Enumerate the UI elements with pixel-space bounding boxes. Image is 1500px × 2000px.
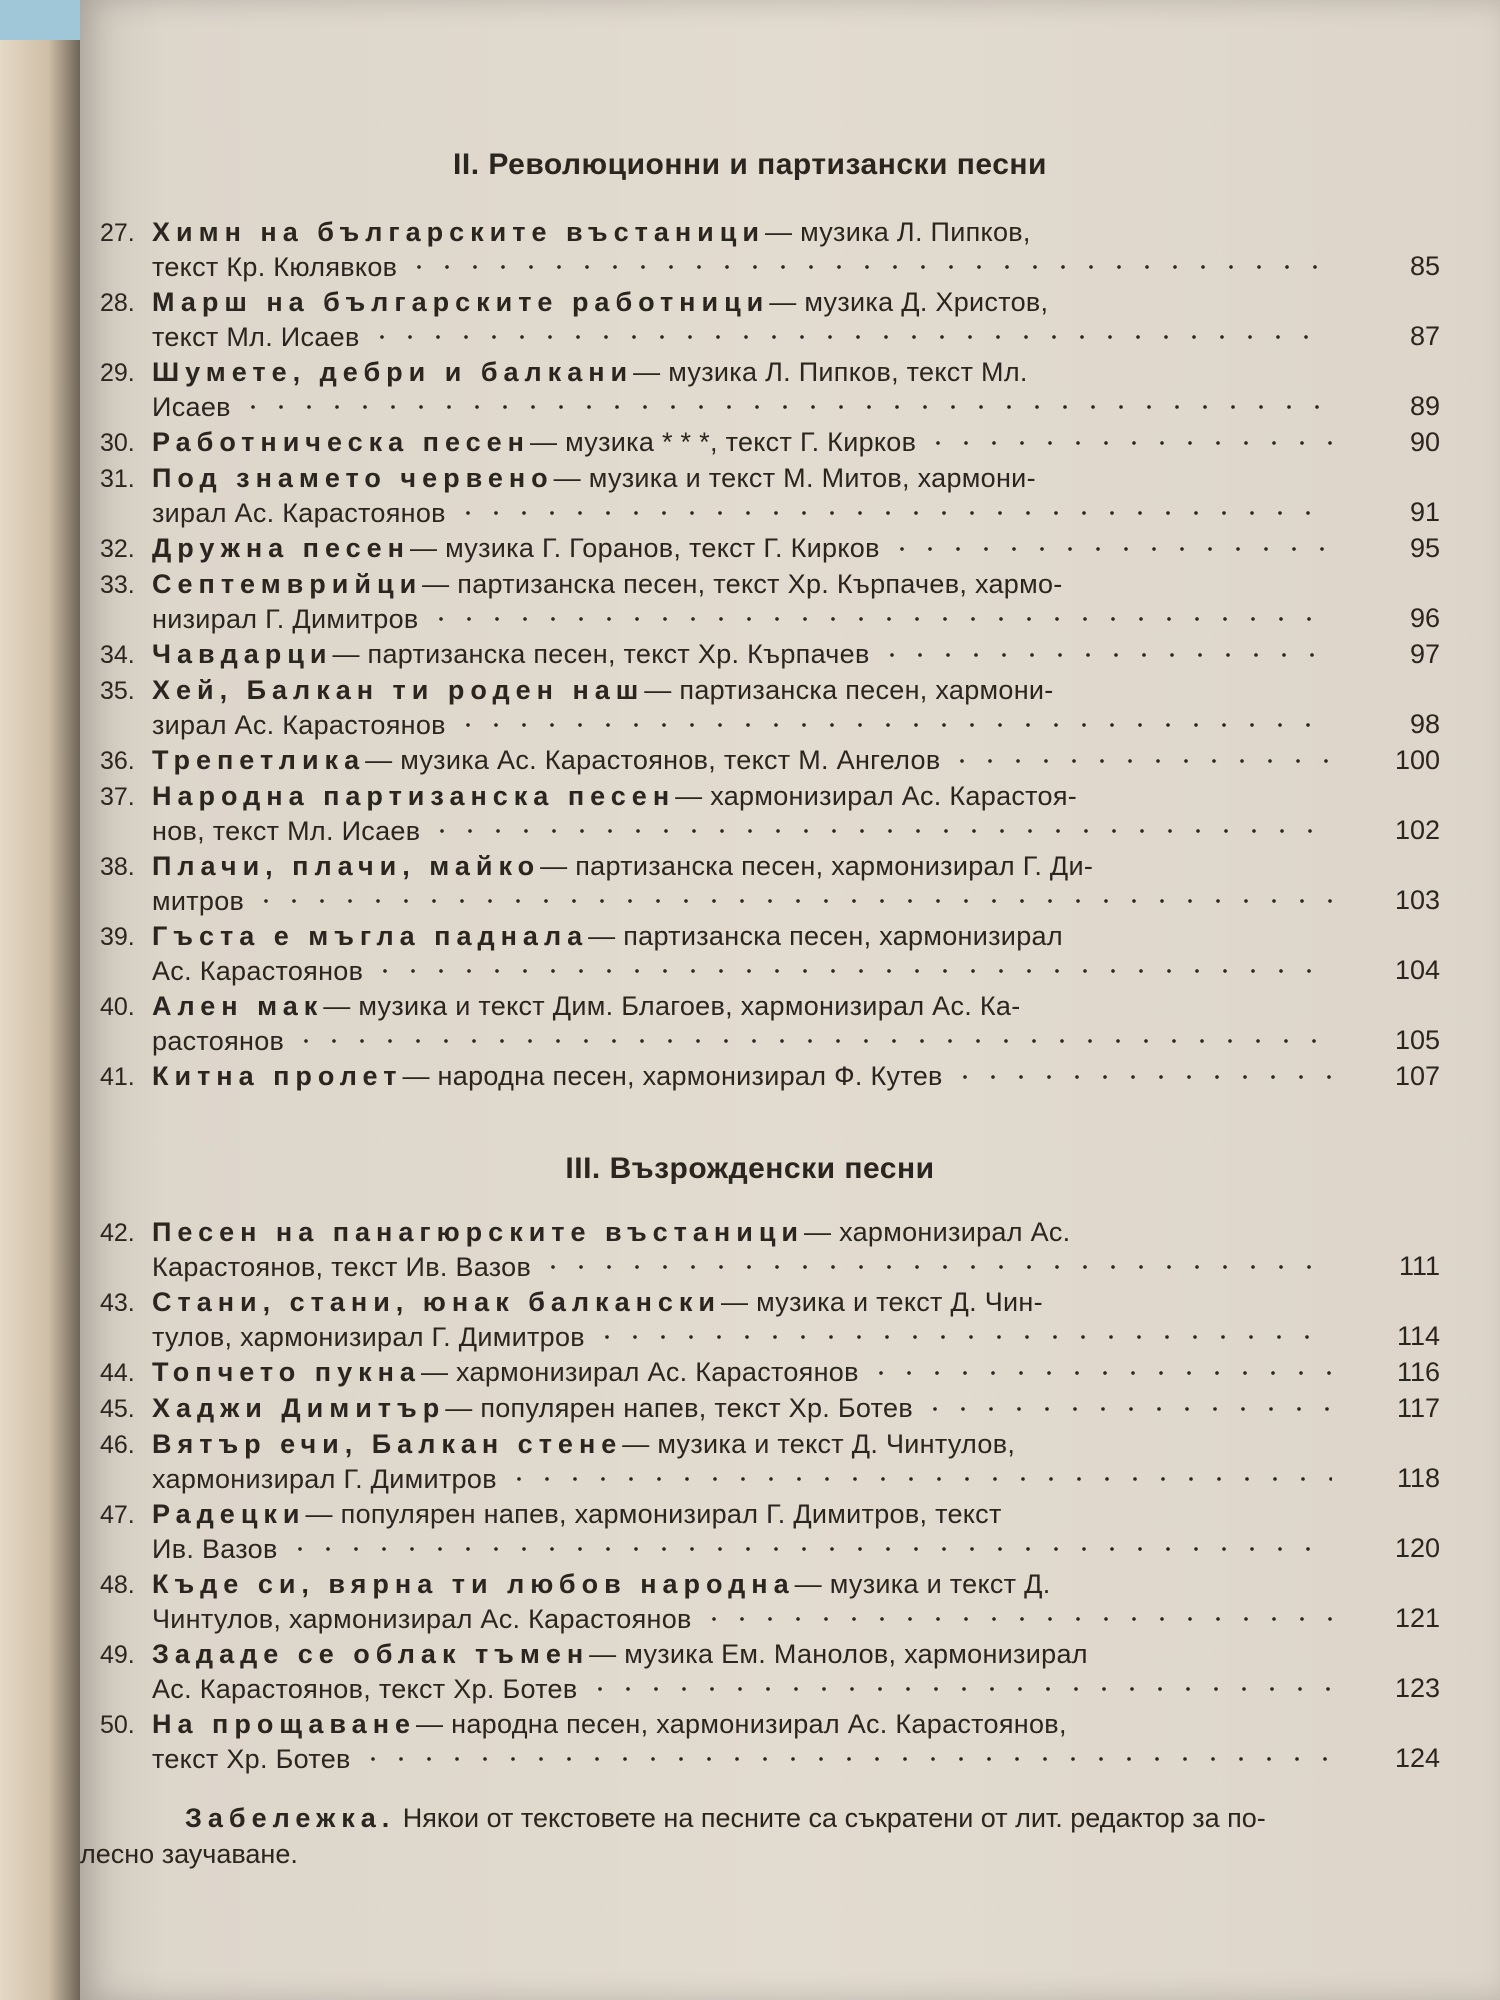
leader-dots: [924, 440, 1332, 446]
leader-dots: [888, 546, 1332, 552]
song-credits: текст Кр. Кюлявков: [152, 252, 398, 282]
song-credits: зирал Ас. Карастоянов: [152, 710, 446, 740]
leader-dots: [454, 722, 1332, 728]
song-credits: — музика * * *, текст Г. Кирков: [530, 427, 917, 457]
song-title: Радецки: [152, 1499, 306, 1529]
toc-entry: [100, 461, 1440, 530]
song-title: Стани, стани, юнак балкански: [152, 1287, 722, 1317]
song-credits: — народна песен, хармонизирал Ас. Карастоянов,: [416, 1709, 1067, 1739]
song-title: Хаджи Димитър: [152, 1393, 446, 1423]
section-2-title: II. Революционни и партизански песни: [453, 148, 1047, 181]
song-credits: — музика Д. Христов,: [769, 287, 1049, 317]
entry-number: 39.: [100, 923, 135, 951]
song-credits: нов, текст Мл. Исаев: [152, 816, 421, 846]
song-credits: — хармонизирал Ас. Карастоя-: [675, 781, 1078, 811]
song-credits: — музика Г. Горанов, текст Г. Кирков: [410, 533, 880, 563]
footnote-label: Забележка.: [185, 1803, 396, 1833]
entry-number: 28.: [100, 289, 135, 317]
toc-entry: [100, 215, 1440, 284]
toc-entry: [100, 567, 1440, 636]
entry-number: 45.: [100, 1395, 135, 1423]
song-title: Ален мак: [152, 991, 324, 1021]
song-credits: — популярен напев, текст Хр. Ботев: [445, 1393, 913, 1423]
song-credits: митров: [152, 886, 245, 916]
footnote-text: Някои от текстовете на песните са съкратени от лит. редактор за по-лесно заучаване.: [80, 1803, 1266, 1869]
song-credits: — музика Ас. Карастоянов, текст М. Ангелов: [365, 745, 941, 775]
entry-number: 34.: [100, 641, 135, 669]
toc-entry: [100, 425, 1440, 460]
song-title: Химн на българските въстаници: [152, 217, 765, 247]
page-number: 95: [1409, 533, 1440, 563]
page-number: 89: [1409, 391, 1440, 421]
song-credits: — народна песен, хармонизирал Ф. Кутев: [402, 1061, 943, 1091]
leader-dots: [368, 334, 1332, 340]
page-number: 91: [1409, 497, 1440, 527]
toc-entry: [100, 919, 1440, 988]
toc-entry: [100, 743, 1440, 778]
toc-entry: [100, 1567, 1440, 1636]
song-credits: — партизанска песен, хармонизирал Г. Ди-: [540, 851, 1094, 881]
song-title: На прощаване: [152, 1709, 417, 1739]
entry-number: 37.: [100, 783, 135, 811]
leader-dots: [359, 1756, 1332, 1762]
entry-number: 29.: [100, 359, 135, 387]
leader-dots: [428, 828, 1332, 834]
page-number: 98: [1409, 709, 1440, 739]
song-title: Септемврийци: [152, 569, 423, 599]
entry-number: 32.: [100, 535, 135, 563]
song-credits: Исаев: [152, 392, 231, 422]
toc-entry: [100, 1215, 1440, 1284]
page-number: 114: [1396, 1321, 1440, 1351]
song-credits: Ив. Вазов: [152, 1534, 278, 1564]
toc-entry: [100, 1497, 1440, 1566]
page-number: 85: [1409, 251, 1440, 281]
song-credits: — партизанска песен, текст Хр. Кърпачев: [332, 639, 870, 669]
song-title: Топчето пукна: [152, 1357, 421, 1387]
leader-dots: [951, 1074, 1332, 1080]
page-number: 123: [1394, 1673, 1440, 1703]
page-number: 121: [1394, 1603, 1440, 1633]
entry-number: 42.: [100, 1219, 135, 1247]
song-credits: зирал Ас. Карастоянов: [152, 498, 446, 528]
song-credits: текст Мл. Исаев: [152, 322, 360, 352]
entry-number: 41.: [100, 1063, 135, 1091]
leader-dots: [371, 968, 1332, 974]
leader-dots: [921, 1406, 1332, 1412]
page-number: 124: [1394, 1743, 1440, 1773]
leader-dots: [454, 510, 1332, 516]
toc-entry: [100, 1059, 1440, 1094]
book-edge: [0, 0, 80, 2000]
song-title: Вятър ечи, Балкан стене: [152, 1429, 623, 1459]
entry-number: 38.: [100, 853, 135, 881]
leader-dots: [427, 616, 1332, 622]
song-title: Шумете, дебри и балкани: [152, 357, 634, 387]
song-title: Марш на българските работници: [152, 287, 770, 317]
page-number: 117: [1396, 1393, 1440, 1423]
song-credits: — партизанска песен, хармонизирал: [588, 921, 1063, 951]
section-3-title: III. Възрожденски песни: [565, 1152, 935, 1185]
toc-entry: [100, 355, 1440, 424]
page-number: 102: [1394, 815, 1440, 845]
page-number: 104: [1394, 955, 1440, 985]
song-title: Плачи, плачи, майко: [152, 851, 541, 881]
song-credits: — музика Ем. Манолов, хармонизирал: [589, 1639, 1088, 1669]
song-credits: — популярен напев, хармонизирал Г. Димитров, текст: [305, 1499, 1002, 1529]
song-credits: — партизанска песен, текст Хр. Кърпачев, хармо-: [422, 569, 1063, 599]
song-credits: — хармонизирал Ас.: [804, 1217, 1071, 1247]
leader-dots: [867, 1370, 1332, 1376]
page-number: 116: [1396, 1357, 1440, 1387]
entry-number: 50.: [100, 1711, 135, 1739]
entry-number: 47.: [100, 1501, 135, 1529]
song-credits: — музика и текст М. Митов, хармони-: [553, 463, 1036, 493]
page-number: 97: [1409, 639, 1440, 669]
song-title: Дружна песен: [152, 533, 410, 563]
entry-number: 27.: [100, 219, 135, 247]
song-credits: тулов, хармонизирал Г. Димитров: [152, 1322, 585, 1352]
song-title: Зададе се облак тъмен: [152, 1639, 590, 1669]
song-credits: — хармонизирал Ас. Карастоянов: [420, 1357, 859, 1387]
song-title: Хей, Балкан ти роден наш: [152, 675, 645, 705]
toc-entry: [100, 1707, 1440, 1776]
song-title: Песен на панагюрските въстаници: [152, 1217, 805, 1247]
song-credits: низирал Г. Димитров: [152, 604, 419, 634]
song-title: Китна пролет: [152, 1061, 403, 1091]
entry-number: 36.: [100, 747, 135, 775]
toc-entry: [100, 1285, 1440, 1354]
entry-number: 48.: [100, 1571, 135, 1599]
toc-entry: [100, 531, 1440, 566]
toc-entry: [100, 1427, 1440, 1496]
leader-dots: [286, 1546, 1332, 1552]
toc-entry: [100, 1391, 1440, 1426]
song-credits: — музика и текст Дим. Благоев, хармонизирал Ас. Ка-: [323, 991, 1021, 1021]
song-credits: — музика и текст Д. Чинтулов,: [622, 1429, 1016, 1459]
page-number: 87: [1409, 321, 1440, 351]
song-title: Къде си, вярна ти любов народна: [152, 1569, 795, 1599]
entry-number: 43.: [100, 1289, 135, 1317]
entry-number: 33.: [100, 571, 135, 599]
leader-dots: [505, 1476, 1332, 1482]
toc-entry: [100, 285, 1440, 354]
page-number: 105: [1394, 1025, 1440, 1055]
leader-dots: [700, 1616, 1332, 1622]
song-title: Чавдарци: [152, 639, 333, 669]
song-credits: Карастоянов, текст Ив. Вазов: [152, 1252, 532, 1282]
entry-number: 31.: [100, 465, 135, 493]
background-corner: [0, 0, 80, 40]
song-title: Гъста е мъгла паднала: [152, 921, 589, 951]
song-credits: — музика Л. Пипков,: [764, 217, 1031, 247]
page-number: 111: [1398, 1251, 1440, 1281]
song-title: Под знамето червено: [152, 463, 554, 493]
footnote: [80, 1800, 1330, 1872]
leader-dots: [948, 758, 1332, 764]
song-credits: — музика Л. Пипков, текст Мл.: [633, 357, 1028, 387]
page-number: 103: [1394, 885, 1440, 915]
leader-dots: [586, 1686, 1332, 1692]
toc-entry: [100, 989, 1440, 1058]
song-credits: текст Хр. Ботев: [152, 1744, 351, 1774]
page-number: 100: [1394, 745, 1440, 775]
entry-number: 35.: [100, 677, 135, 705]
leader-dots: [593, 1334, 1332, 1340]
leader-dots: [292, 1038, 1332, 1044]
toc-entry: [100, 1355, 1440, 1390]
song-credits: — музика и текст Д.: [794, 1569, 1051, 1599]
song-credits: Ас. Карастоянов, текст Хр. Ботев: [152, 1674, 578, 1704]
song-credits: хармонизирал Г. Димитров: [152, 1464, 497, 1494]
song-credits: — партизанска песен, хармони-: [644, 675, 1054, 705]
entry-number: 44.: [100, 1359, 135, 1387]
toc-entry: [100, 673, 1440, 742]
song-credits: растоянов: [152, 1026, 285, 1056]
page-number: 120: [1394, 1533, 1440, 1563]
toc-entry: [100, 1637, 1440, 1706]
entry-number: 46.: [100, 1431, 135, 1459]
song-title: Трепетлика: [152, 745, 366, 775]
leader-dots: [539, 1264, 1332, 1270]
leader-dots: [878, 652, 1332, 658]
song-credits: Ас. Карастоянов: [152, 956, 364, 986]
leader-dots: [405, 264, 1332, 270]
page-number: 96: [1409, 603, 1440, 633]
toc-entry: [100, 779, 1440, 848]
page-number: 118: [1396, 1463, 1440, 1493]
song-credits: — музика и текст Д. Чин-: [721, 1287, 1043, 1317]
entry-number: 30.: [100, 429, 135, 457]
toc-entry: [100, 637, 1440, 672]
entry-number: 40.: [100, 993, 135, 1021]
page-number: 107: [1394, 1061, 1440, 1091]
entry-number: 49.: [100, 1641, 135, 1669]
page-number: 90: [1409, 427, 1440, 457]
toc-entry: [100, 849, 1440, 918]
leader-dots: [239, 404, 1332, 410]
leader-dots: [252, 898, 1332, 904]
song-title: Работническа песен: [152, 427, 530, 457]
song-title: Народна партизанска песен: [152, 781, 676, 811]
song-credits: Чинтулов, хармонизирал Ас. Карастоянов: [152, 1604, 692, 1634]
